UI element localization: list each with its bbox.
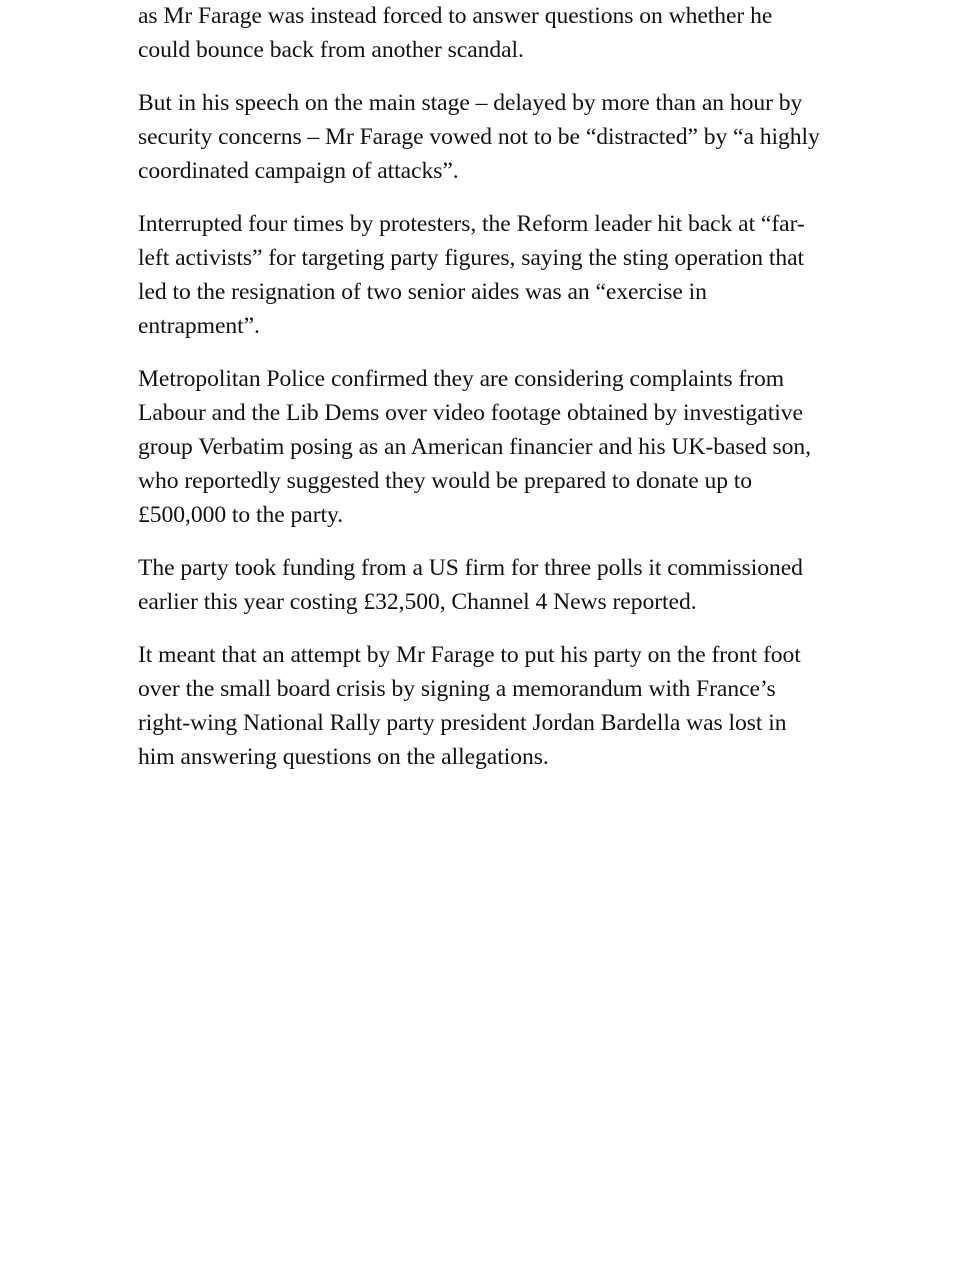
article-body bbox=[138, 0, 828, 793]
article-paragraph: It meant that an attempt by Mr Farage to put his party on the front foot over the small board crisis by signing a memorandum with France’s right-wing National Rally party president Jordan Bardella was lost in him answering questions on the allegations. bbox=[138, 642, 801, 770]
article-paragraph: The party took funding from a US firm for three polls it commissioned earlier this year costing £32,500, Channel 4 News reported. bbox=[138, 555, 803, 615]
article-paragraph: But in his speech on the main stage – delayed by more than an hour by security concerns – Mr Farage vowed not to be “distracted” by “a highly coordinated campaign of attacks”. bbox=[138, 90, 820, 184]
article-paragraph: Metropolitan Police confirmed they are considering complaints from Labour and the Lib Dems over video footage obtained by investigative group Verbatim posing as an American financier and his UK-based son, who reportedly suggested they would be prepared to donate up to £500,000 to the party. bbox=[138, 366, 812, 528]
article-paragraph: as Mr Farage was instead forced to answer questions on whether he could bounce back from another scandal. bbox=[138, 3, 773, 63]
article-paragraph: Interrupted four times by protesters, the Reform leader hit back at “far-left activists” for targeting party figures, saying the sting operation that led to the resignation of two senior aides was an “exercise in entrapment”. bbox=[138, 211, 805, 339]
